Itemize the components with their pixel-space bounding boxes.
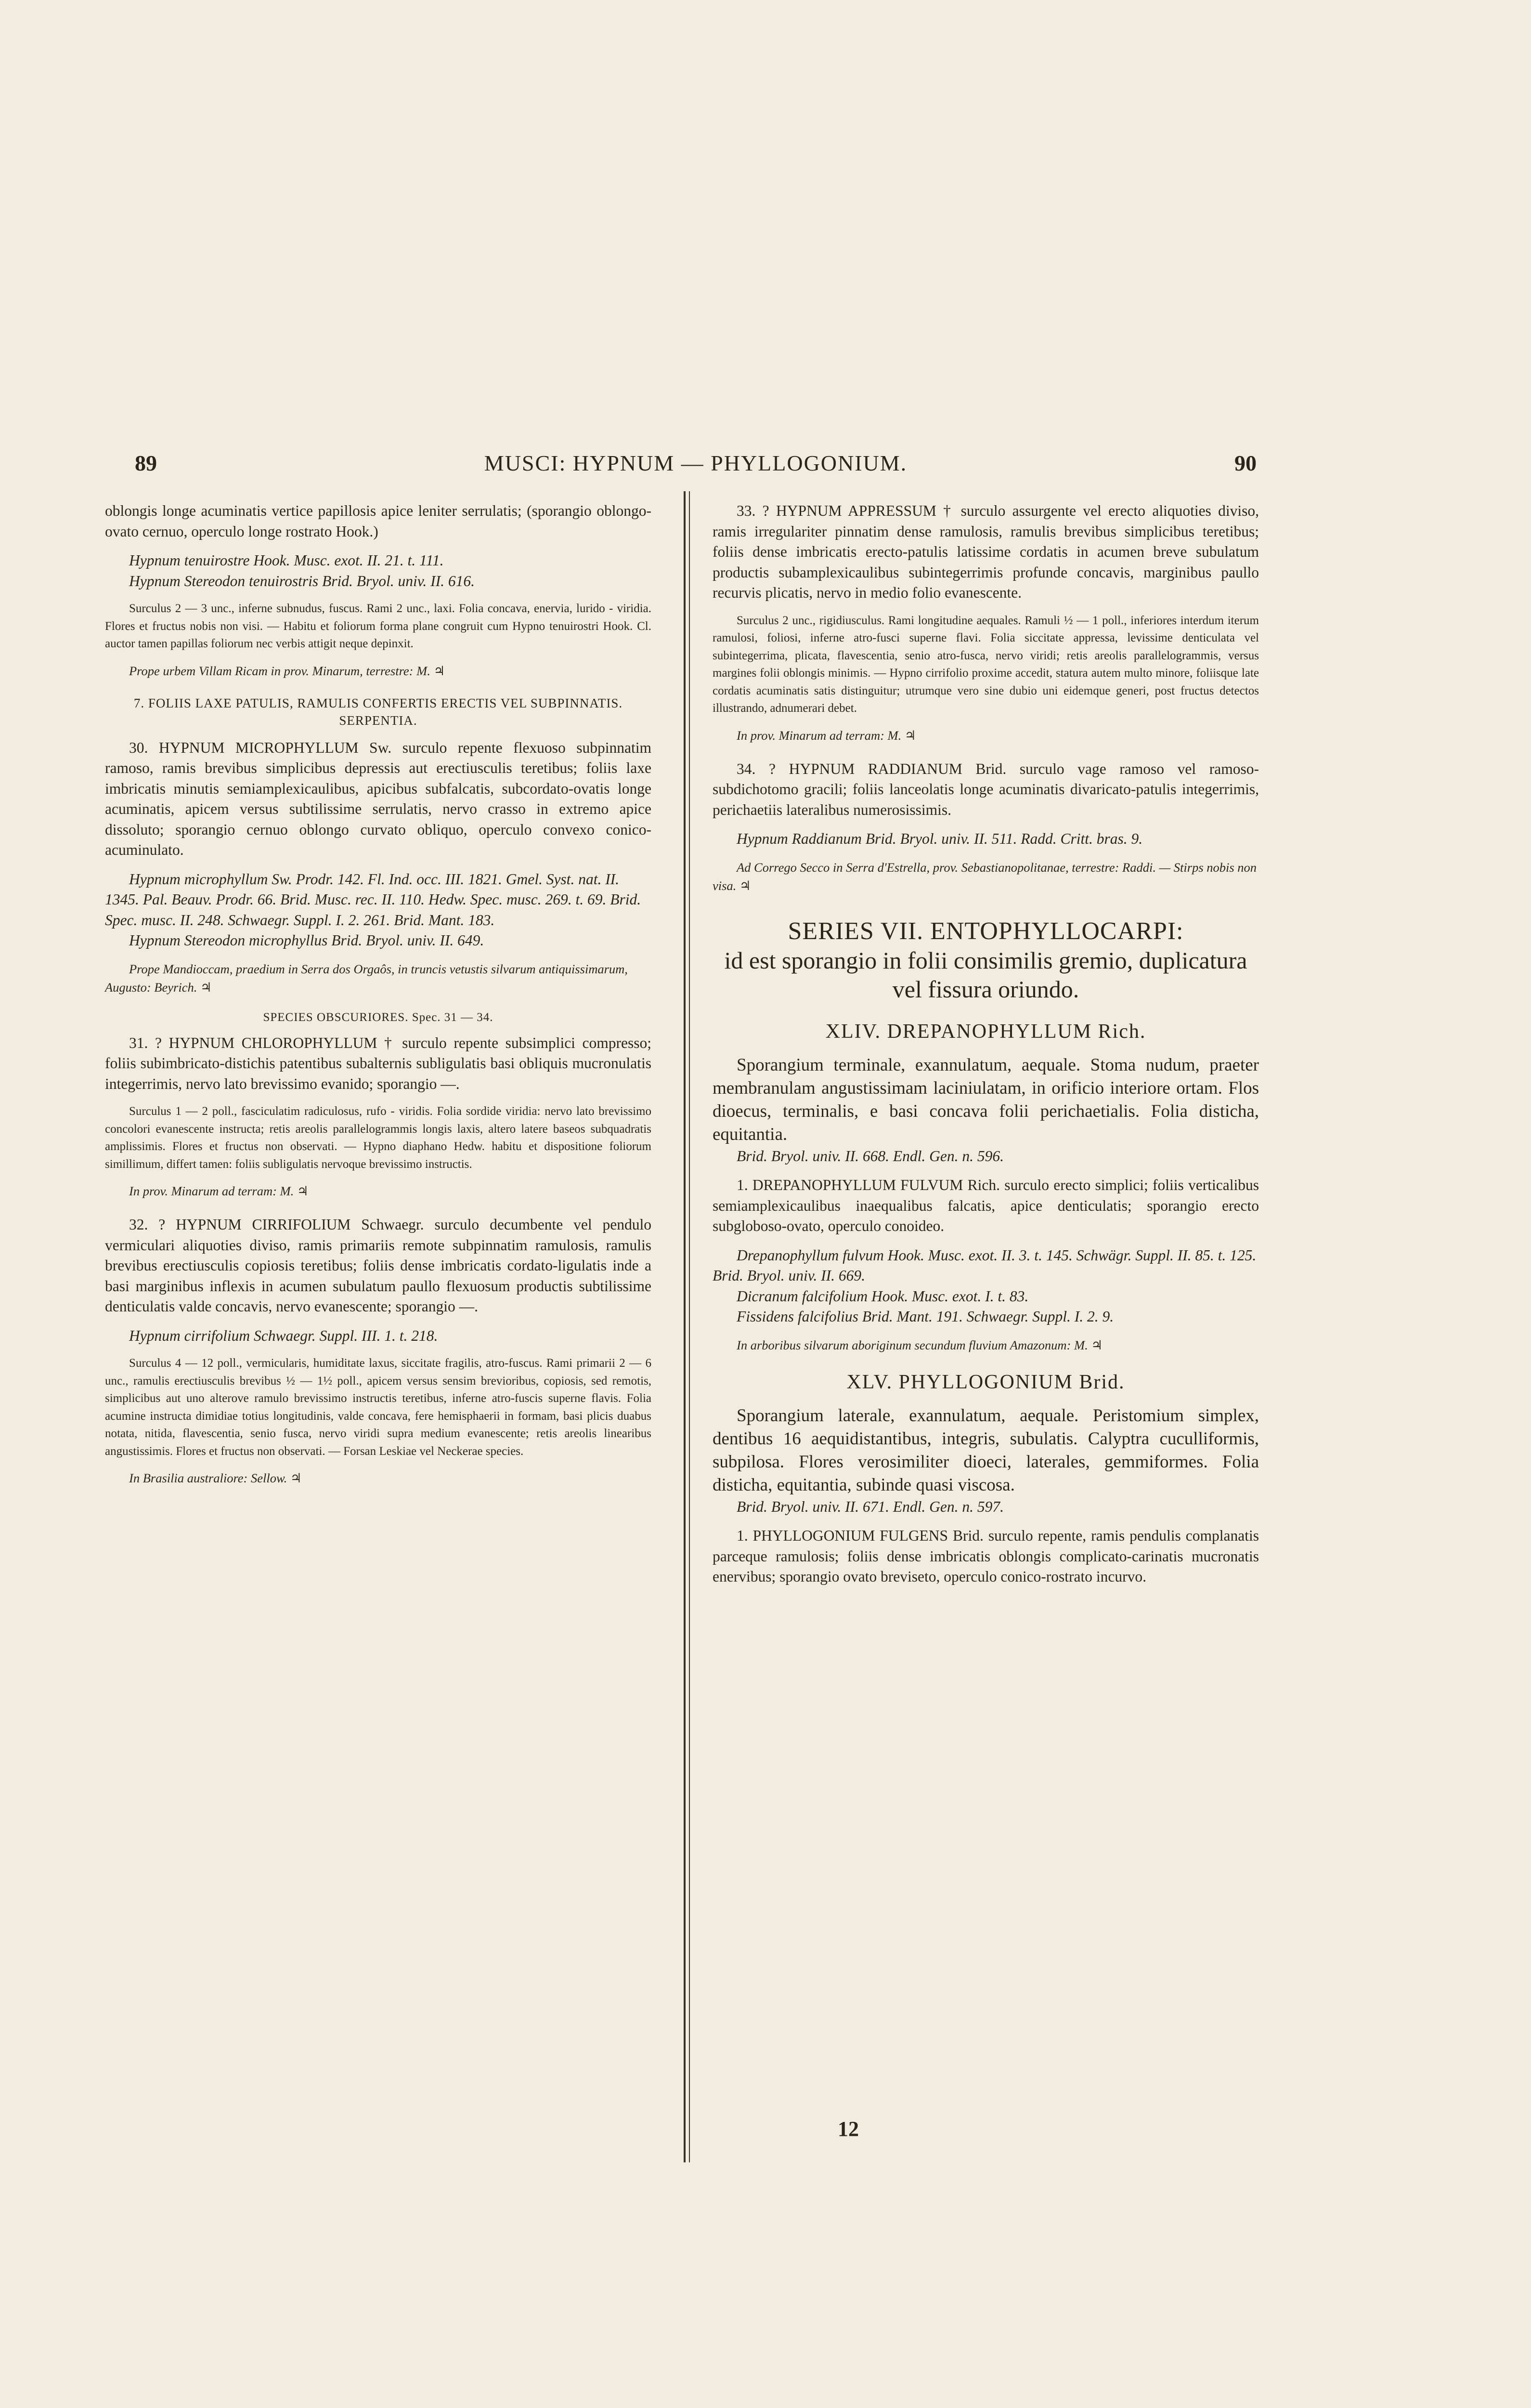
habitat-line: In Brasilia australiore: Sellow. ♃ <box>129 1471 302 1485</box>
species-1-description: 1. DREPANOPHYLLUM FULVUM Rich. surculo erecto simplici; foliis verticalibus semiamplexicaulibus inaequalibus falcatis, apice denticulatis; sporangio erecto subgloboso-ovato, operculo conoideo. <box>713 1177 1259 1234</box>
synonym-reference: Hypnum Raddianum Brid. Bryol. univ. II. 511. Radd. Critt. bras. 9. <box>737 830 1143 847</box>
column-rule-thin <box>689 491 690 2162</box>
series-subtitle: id est sporangio in folii consimilis gremio, duplicatura vel fissura oriundo. <box>724 946 1247 1003</box>
synonym-reference: Dicranum falcifolium Hook. Musc. exot. I. t. 83. <box>737 1287 1029 1305</box>
page-number-right: 90 <box>1234 451 1257 475</box>
species-33-description: 33. ? HYPNUM APPRESSUM † surculo assurgente vel erecto aliquoties diviso, ramis irregulariter pinnatim dense ramulosis, ramulis brevibus simplicibus teretibus; foliis dense imbricatis erecto-patulis latissime cordatis in acumen breve subulatum productis subamplexicaulibus subintegerrimis profunde concavis, marginibus paullo recurvis plicatis, nervo in medio folio evanescente. <box>713 502 1259 601</box>
genus-44-characters: Sporangium terminale, exannulatum, aequale. Stoma nudum, praeter membranulam angustissimam laciniulatam, in orificio interiore ortam. Flos dioecus, terminalis, e basi concava folii perichaetialis. Folia disticha, equitantia. <box>713 1055 1259 1144</box>
right-column <box>713 501 1259 1587</box>
genus-45-characters: Sporangium laterale, exannulatum, aequale. Peristomium simplex, dentibus 16 aequidistantibus, integris, subulatis. Calyptra cuculliformis, subpilosa. Flores verosimiliter dioeci, laterales, gemmiformes. Folia disticha, equitantia, subinde quasi viscosa. <box>713 1405 1259 1495</box>
species-note: Surculus 2 — 3 unc., inferne subnudus, fuscus. Rami 2 unc., laxi. Folia concava, enervia, lurido - viridia. Flores et fructus nobis non visi. — Habitu et foliorum forma plane congruit cum Hypno tenuirostri Hook. Cl. auctor tamen papillas foliorum nec verbis attigit neque depinxit. <box>105 602 651 650</box>
habitat-line: Prope urbem Villam Ricam in prov. Minarum, terrestre: M. ♃ <box>129 663 445 678</box>
species-31-description: 31. ? HYPNUM CHLOROPHYLLUM † surculo repente subsimplici compresso; foliis subimbricato-distichis patentibus subalternis subligulatis basi obliquis mucronulatis integerrimis, nervo lato brevissimo evanido; sporangio —. <box>105 1034 651 1092</box>
section-heading-obscuriores: SPECIES OBSCURIORES. Spec. 31 — 34. <box>263 1010 493 1024</box>
habitat-line: In prov. Minarum ad terram: M. ♃ <box>737 728 916 743</box>
habitat-line: In prov. Minarum ad terram: M. ♃ <box>129 1184 309 1198</box>
genus-reference: Brid. Bryol. univ. II. 671. Endl. Gen. n. 597. <box>737 1498 1004 1515</box>
signature-mark: 12 <box>838 2117 859 2141</box>
species-note: Surculus 1 — 2 poll., fasciculatim radiculosus, rufo - viridis. Folia sordide viridia: nervo lato brevissimo concolori evanescente instructa; retis areolis parallelogrammis longis laxis, altero latere baseos subquadratis amplissimis. Flores et fructus non observati. — Hypno diaphano Hedw. habitu et dispositione foliorum simillimum, differt tamen: foliis subligulatis nervoque brevissimo instructis. <box>105 1105 651 1171</box>
paragraph-continued: oblongis longe acuminatis vertice papillosis apice leniter serrulatis; (sporangio oblongo-ovato cernuo, operculo longe rostrato Hook.) <box>105 502 651 540</box>
habitat-line: Ad Corrego Secco in Serra d'Estrella, prov. Sebastianopolitanae, terrestre: Raddi. — Stirps nobis non visa. ♃ <box>713 860 1257 893</box>
species-note: Surculus 4 — 12 poll., vermicularis, humiditate laxus, siccitate fragilis, atro-fuscus. Rami primarii 2 — 6 unc., ramulis erectiusculis brevibus ½ — 1½ poll., apicem versus sensim brevioribus, copiosis, sed remotis, simplicibus aut uno alterove ramulo brevissimo instructis teretibus, inferne atro-fuscis superne flavis. Folia acumine instructa dimidiae totius longitudinis, valde concava, fere hemisphaerii in formam, basi plicis duabus notata, nitida, flavescentia, senio fusca, nervo viridi supra medium evanescente; retis areolis linearibus angustissimis. Flores et fructus non observati. — Forsan Leskiae vel Neckerae species. <box>105 1357 651 1458</box>
synonym-reference: Hypnum cirrifolium Schwaegr. Suppl. III. 1. t. 218. <box>129 1327 438 1344</box>
synonym-reference: Fissidens falcifolius Brid. Mant. 191. Schwaegr. Suppl. I. 2. 9. <box>737 1308 1114 1325</box>
genus-44-title: XLIV. DREPANOPHYLLUM Rich. <box>825 1020 1146 1043</box>
synonym-reference: Hypnum Stereodon microphyllus Brid. Bryol. univ. II. 649. <box>129 932 484 949</box>
running-title: MUSCI: HYPNUM — PHYLLOGONIUM. <box>484 451 908 475</box>
synonym-reference: Hypnum microphyllum Sw. Prodr. 142. Fl. Ind. occ. III. 1821. Gmel. Syst. nat. II. 1345. Pal. Beauv. Prodr. 66. Brid. Musc. rec. II. 110. Hedw. Spec. musc. 269. t. 69. Brid. Spec. musc. II. 248. Schwaegr. Suppl. I. 2. 261. Brid. Mant. 183. <box>105 870 641 929</box>
section-heading: 7. FOLIIS LAXE PATULIS, RAMULIS CONFERTIS ERECTIS VEL SUBPINNATIS. SERPENTIA. <box>133 695 623 728</box>
series-title: SERIES VII. ENTOPHYLLOCARPI: <box>788 917 1184 945</box>
species-32-description: 32. ? HYPNUM CIRRIFOLIUM Schwaegr. surculo decumbente vel pendulo vermiculari aliquoties diviso, ramis primariis remote subpinnatim ramulosis, ramulis brevibus erectiusculis copiosis teretibus; foliis dense imbricatis cordato-ligulatis inde a basi marginibus inflexis in acumen subulatum paullo flexuosum productis subtilissime denticulatis valde concavis, nervo evanescente; sporangio —. <box>105 1216 651 1315</box>
page-number-left: 89 <box>135 451 157 475</box>
species-45-1-description: 1. PHYLLOGONIUM FULGENS Brid. surculo repente, ramis pendulis complanatis parceque ramulosis; foliis dense imbricatis oblongis complicato-carinatis mucronatis enervibus; sporangio ovato breviseto, operculo conico-rostrato incurvo. <box>713 1527 1259 1585</box>
genus-45-title: XLV. PHYLLOGONIUM Brid. <box>846 1371 1125 1393</box>
genus-reference: Brid. Bryol. univ. II. 668. Endl. Gen. n. 596. <box>737 1147 1004 1165</box>
synonym-reference: Hypnum Stereodon tenuirostris Brid. Bryol. univ. II. 616. <box>129 572 475 589</box>
column-rule <box>684 491 686 2162</box>
species-note: Surculus 2 unc., rigidiusculus. Rami longitudine aequales. Ramuli ½ — 1 poll., inferiores interdum iterum ramulosi, foliosi, inferne atro-fusci superne flavi. Folia siccitate appressa, levissime denticulata vel subintegerrima, plicata, flavescentia, senio atro-fusca, nervo viridi; retis areolis parallelogrammis, versus margines folii oblongis minimis. — Hypno cirrifolio proxime accedit, statura autem multo minore, foliisque late cordatis acuminatis satis distinguitur; utrumque vero sine dubio uni eidemque generi, post fructus detectos illustrando, adnumerari debet. <box>713 614 1259 715</box>
habitat-line: Prope Mandioccam, praedium in Serra dos Orgaôs, in truncis vetustis silvarum antiquissimarum, Augusto: Beyrich. ♃ <box>105 961 628 995</box>
habitat-line: In arboribus silvarum aboriginum secundum fluvium Amazonum: M. ♃ <box>737 1337 1103 1352</box>
left-column <box>105 501 651 1487</box>
species-30-description: 30. HYPNUM MICROPHYLLUM Sw. surculo repente flexuoso subpinnatim ramoso, ramis brevibus simplicibus depressis aut erectiusculis teretibus; foliis laxe imbricatis minutis semiamplexicaulibus, apicibus subfalcatis, subcordato-ovatis longe acuminatis, apicem versus subtilissime serrulatis, nervo crasso in extremo apice dissoluto; sporangio cernuo oblongo curvato obliquo, operculo convexo conico-acuminulato. <box>105 739 651 858</box>
synonym-reference: Hypnum tenuirostre Hook. Musc. exot. II. 21. t. 111. <box>129 552 444 569</box>
species-34-description: 34. ? HYPNUM RADDIANUM Brid. surculo vage ramoso vel ramoso-subdichotomo gracili; foliis lanceolatis longe acuminatis divaricato-patulis integerrimis, perichaetiis lateralibus numerosissimis. <box>713 760 1259 818</box>
running-header <box>135 450 1257 484</box>
synonym-reference: Drepanophyllum fulvum Hook. Musc. exot. II. 3. t. 145. Schwägr. Suppl. II. 85. t. 125. Brid. Bryol. univ. II. 669. <box>713 1246 1257 1284</box>
